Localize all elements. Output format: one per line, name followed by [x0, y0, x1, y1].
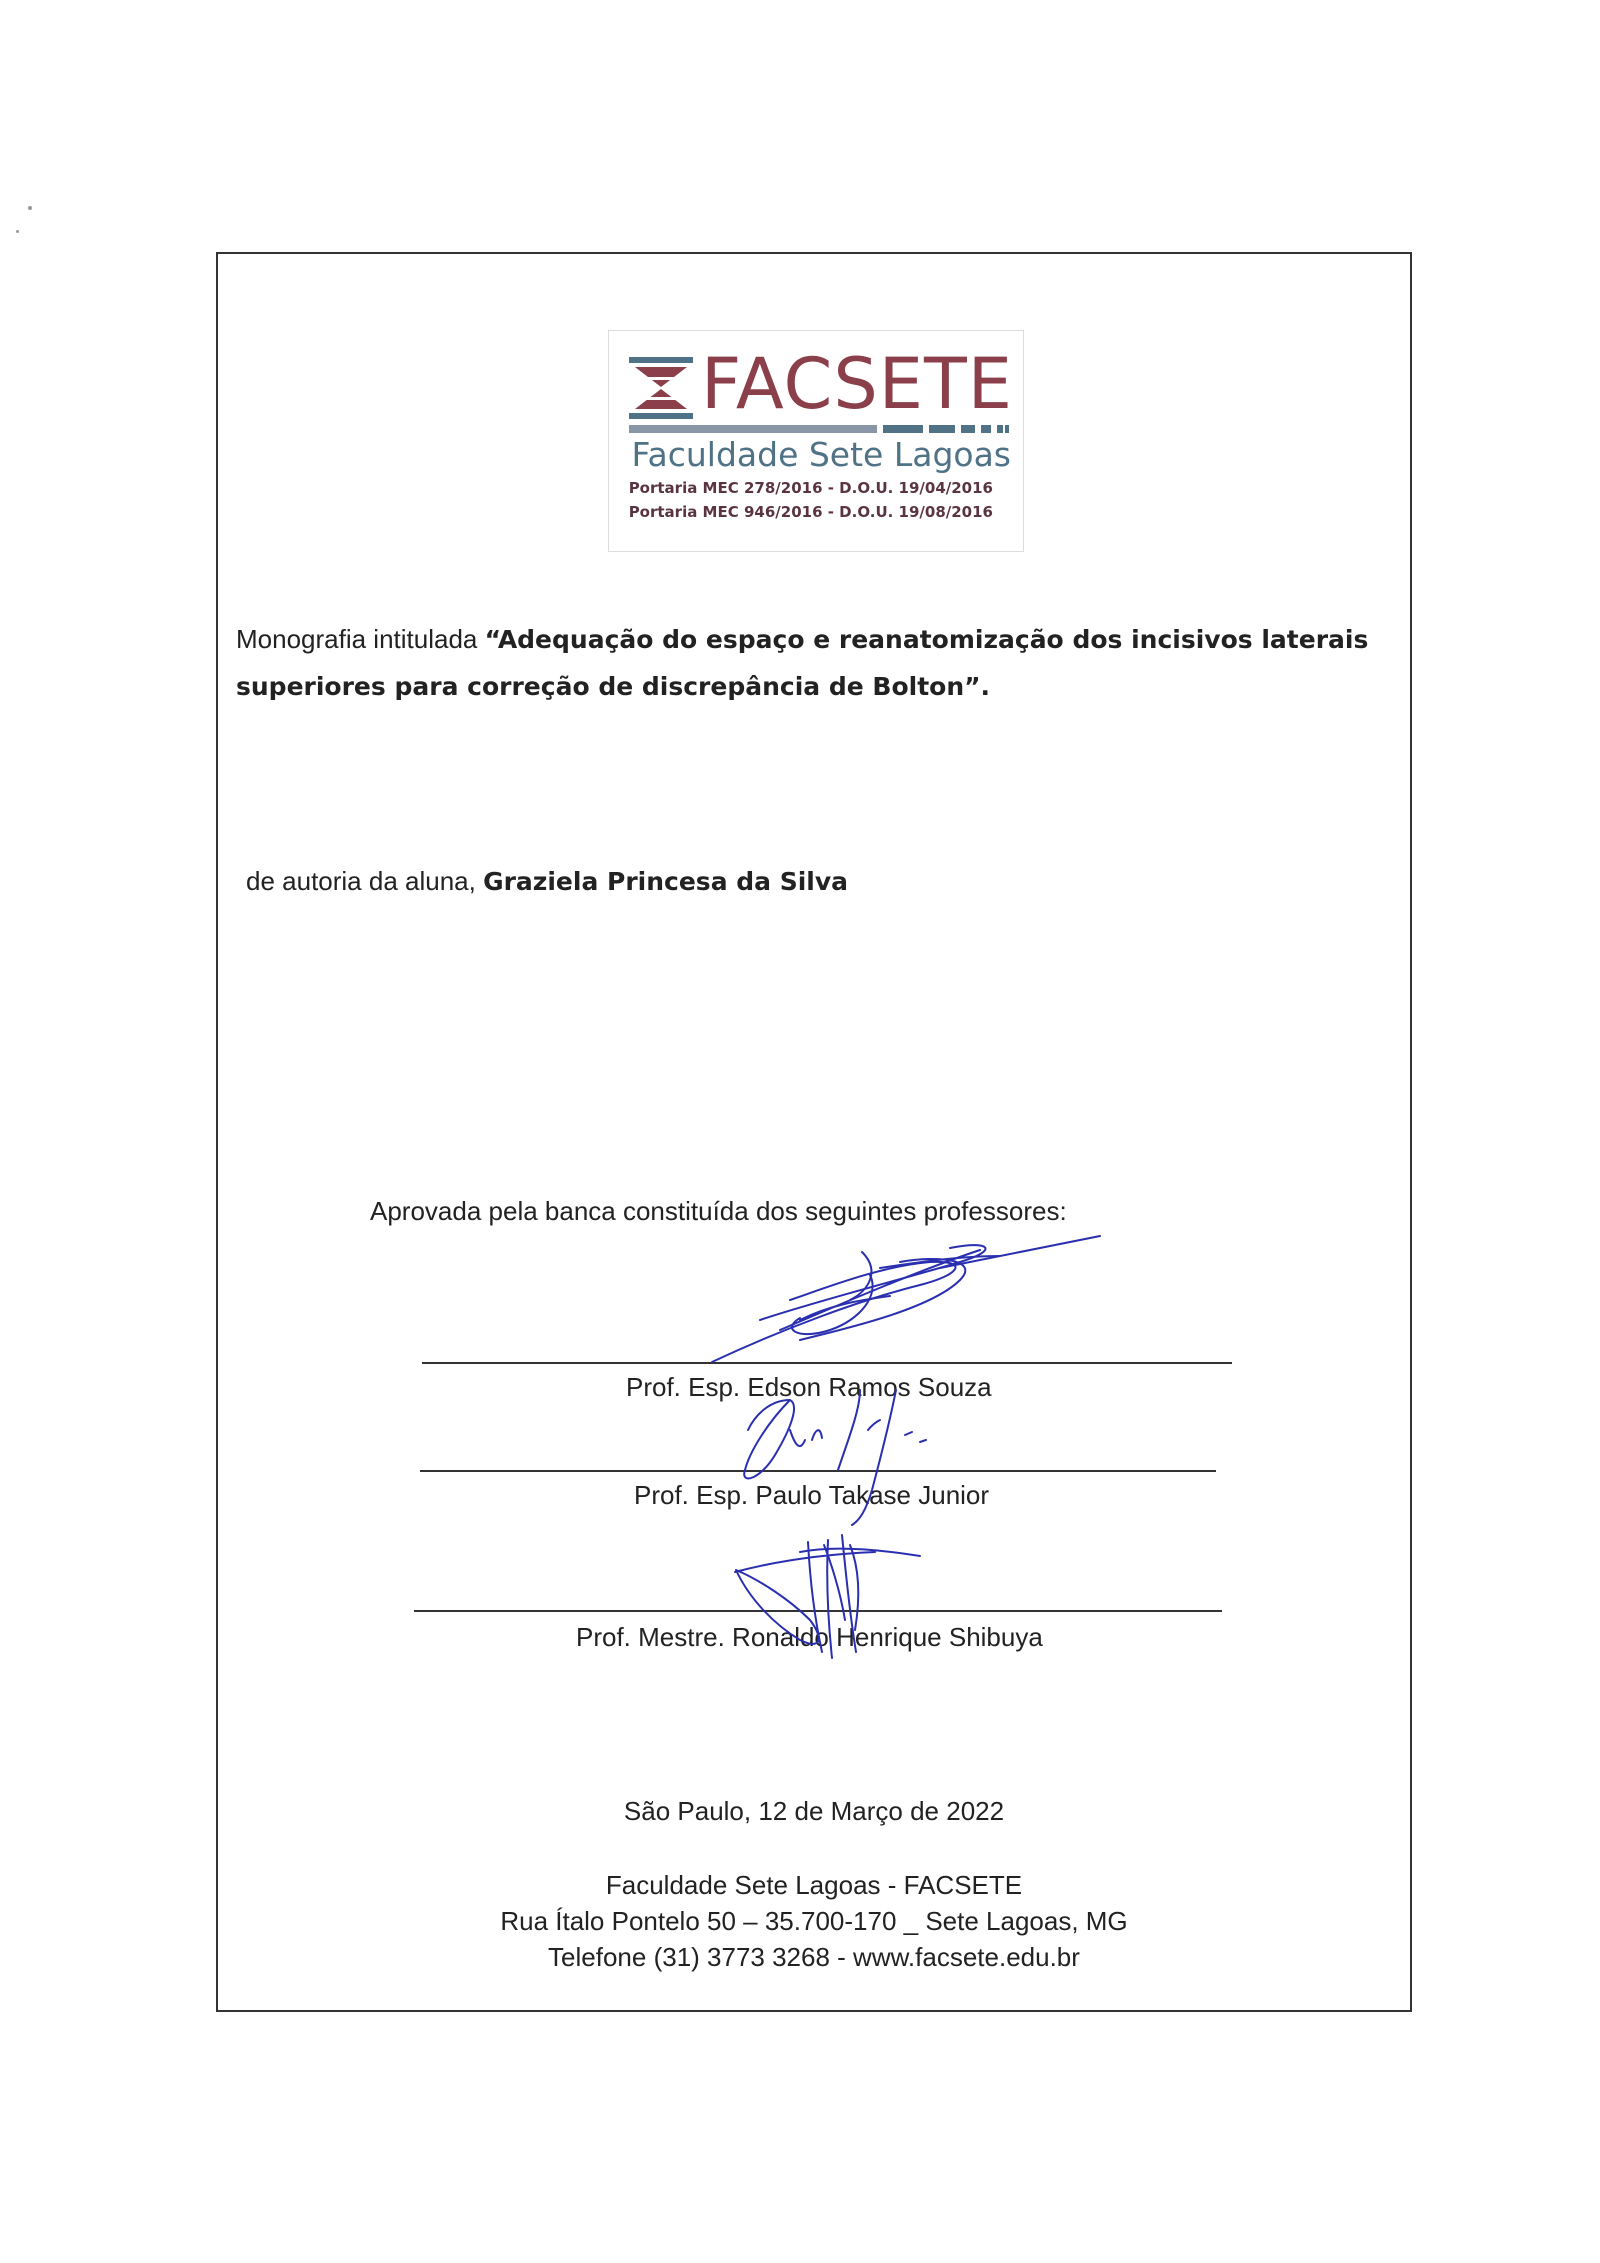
scan-speck: [16, 230, 19, 233]
approval-statement: Aprovada pela banca constituída dos seguintes professores:: [370, 1196, 1067, 1226]
institution-address: Rua Ítalo Pontelo 50 – 35.700-170 _ Sete Lagoas, MG: [500, 1906, 1128, 1936]
place-date: São Paulo, 12 de Março de 2022: [623, 1796, 1005, 1826]
signature-line-1: [422, 1362, 1232, 1364]
author-prefix: de autoria da aluna,: [246, 866, 484, 896]
monograph-title-text: “Adequação do espaço e reanatomização dos incisivos laterais superiores para correção de discrepância de Bolton”.: [236, 625, 1369, 701]
facsete-logo: [608, 330, 1024, 552]
author-name: Graziela Princesa da Silva: [483, 867, 849, 896]
portaria-line-1: Portaria MEC 278/2016 - D.O.U. 19/04/2016: [628, 479, 993, 497]
examiner-3-name: Prof. Mestre. Ronaldo Henrique Shibuya: [576, 1622, 1043, 1652]
monograph-prefix: Monografia intitulada: [236, 624, 485, 654]
author-line: [246, 866, 848, 897]
logo-wordmark: FACSETE: [701, 343, 1014, 425]
scan-speck: [28, 206, 32, 210]
examiner-2-name: Prof. Esp. Paulo Takase Junior: [634, 1480, 990, 1510]
monograph-title: [236, 616, 1406, 710]
signature-line-2: [420, 1470, 1216, 1472]
institution-contact: Telefone (31) 3773 3268 - www.facsete.edu.br: [548, 1942, 1080, 1972]
logo-subtitle: Faculdade Sete Lagoas: [631, 435, 1011, 474]
portaria-line-2: Portaria MEC 946/2016 - D.O.U. 19/08/2016: [628, 503, 993, 521]
institution-name: Faculdade Sete Lagoas - FACSETE: [605, 1870, 1023, 1900]
examiner-1-name: Prof. Esp. Edson Ramos Souza: [626, 1372, 992, 1402]
logo-stripe: [629, 425, 1009, 435]
facsete-emblem-icon: [629, 357, 693, 419]
signature-line-3: [414, 1610, 1222, 1612]
